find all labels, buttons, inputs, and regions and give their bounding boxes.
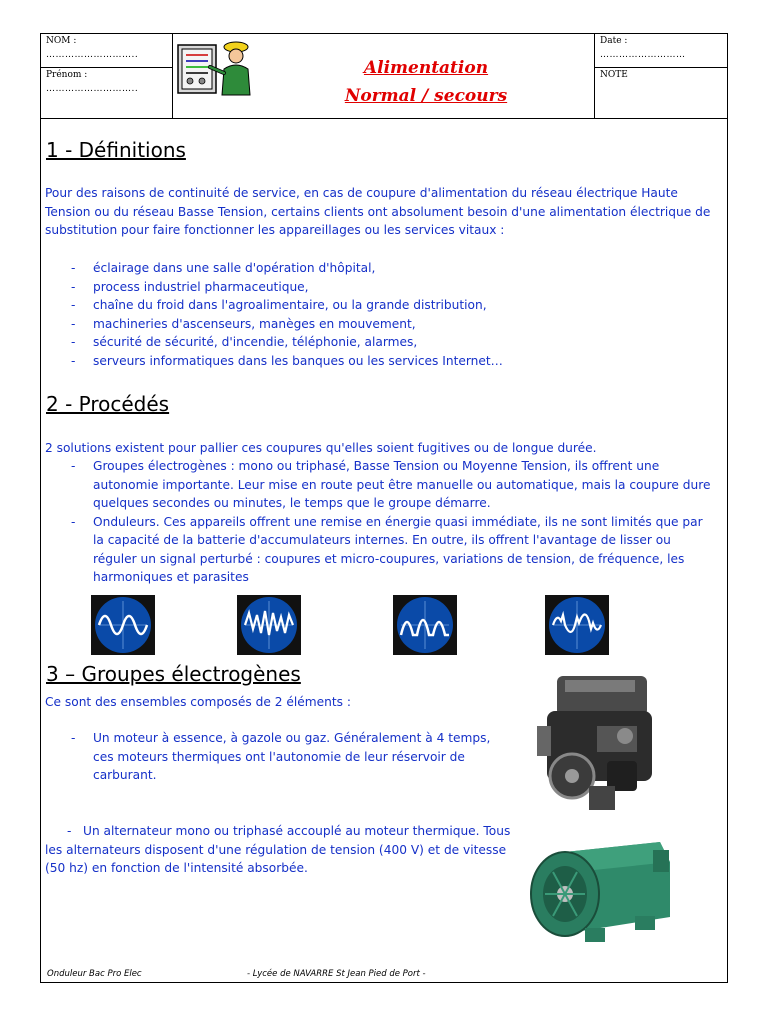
date-dots: ………………………: [600, 50, 686, 60]
oscilloscope-cut-wave-icon: [393, 595, 457, 655]
note-cell: [594, 68, 727, 118]
list-item: - process industriel pharmaceutique,: [45, 278, 725, 297]
section-3-list: [45, 729, 505, 785]
note-label: NOTE: [600, 70, 628, 80]
footer-left: Onduleur Bac Pro Elec: [47, 969, 142, 979]
list-item: - éclairage dans une salle d'opération d'hôpital,: [45, 259, 725, 278]
oscilloscope-clean-wave-icon: [91, 595, 155, 655]
nom-cell: [41, 34, 173, 68]
alternator-lead: Un alternateur mono ou triphasé accouplé au moteur thermique.: [83, 824, 480, 838]
date-cell: [594, 34, 727, 68]
date-label: Date :: [600, 36, 628, 46]
nom-label: NOM :: [46, 36, 77, 46]
worksheet-page: [40, 33, 728, 983]
prenom-cell: [41, 68, 173, 118]
header-table: [41, 34, 727, 119]
section-2-list: [45, 457, 717, 587]
section-3-title: 3 – Groupes électrogènes: [46, 662, 301, 686]
list-item: - chaîne du froid dans l'agroalimentaire, ou la grande distribution,: [45, 296, 725, 315]
footer-center: - Lycée de NAVARRE St Jean Pied de Port -: [247, 969, 426, 979]
list-item: - Onduleurs. Ces appareils offrent une remise en énergie quasi immédiate, ils ne sont limités que par la capacité de la batterie d'accumulateurs internes. En outre, ils offrent l'avantage de lisser ou réguler un signal perturbé : coupures et micro-coupures, variations de tension, de fréquence, les harmoniques et parasites: [45, 513, 717, 587]
section-2-title: 2 - Procédés: [46, 392, 170, 416]
section-1-intro: Pour des raisons de continuité de service, en cas de coupure d'alimentation du réseau électrique Haute Tension ou du réseau Basse Tension, certains clients ont absolument besoin d'une alimentation électrique de substitution pour faire fonctionner les appareillages ou les services vitaux :: [45, 186, 711, 237]
list-item: - serveurs informatiques dans les banques ou les services Internet…: [45, 352, 725, 371]
section-3-alternator-text: - Un alternateur mono ou triphasé accouplé au moteur thermique. Tous les alternateurs disposent d'une régulation de tension (400 V) et de vitesse (50 hz) en fonction de l'intensité absorbée.: [45, 824, 511, 875]
section-1-list: [45, 259, 725, 370]
list-item: - Un moteur à essence, à gazole ou gaz. Généralement à 4 temps, ces moteurs thermiques ont l'autonomie de leur réservoir de carburant.: [45, 729, 505, 785]
list-item: - machineries d'ascenseurs, manèges en mouvement,: [45, 315, 725, 334]
oscilloscope-harmonic-wave-icon: [237, 595, 301, 655]
prenom-dots: ………………………..: [46, 84, 139, 94]
title-line-1: Alimentation: [363, 58, 489, 78]
document-title: [261, 54, 591, 110]
title-line-2: Normal / secours: [344, 86, 508, 106]
list-item: - sécurité de sécurité, d'incendie, téléphonie, alarmes,: [45, 333, 725, 352]
oscilloscope-noise-wave-icon: [545, 595, 609, 655]
list-item: - Groupes électrogènes : mono ou triphasé, Basse Tension ou Moyenne Tension, ils offrent une autonomie importante. Leur mise en route peut être manuelle ou automatique, mais la coupure dure quelques secondes ou minutes, le temps que le groupe démarre.: [45, 457, 717, 513]
alternator-rest: Tous les alternateurs disposent d'une régulation de tension (400 V) et de vitesse (50 hz) en fonction de l'intensité absorbée.: [45, 824, 511, 875]
alternator-image: [525, 832, 675, 952]
section-3-intro: Ce sont des ensembles composés de 2 éléments :: [45, 695, 351, 709]
electrician-clipart: [176, 37, 256, 97]
section-1-title: 1 - Définitions: [46, 138, 186, 162]
diesel-engine-image: [537, 666, 661, 816]
nom-dots: ………………………..: [46, 50, 139, 60]
section-2-intro: 2 solutions existent pour pallier ces coupures qu'elles soient fugitives ou de longue durée.: [45, 441, 597, 455]
prenom-label: Prénom :: [46, 70, 88, 80]
